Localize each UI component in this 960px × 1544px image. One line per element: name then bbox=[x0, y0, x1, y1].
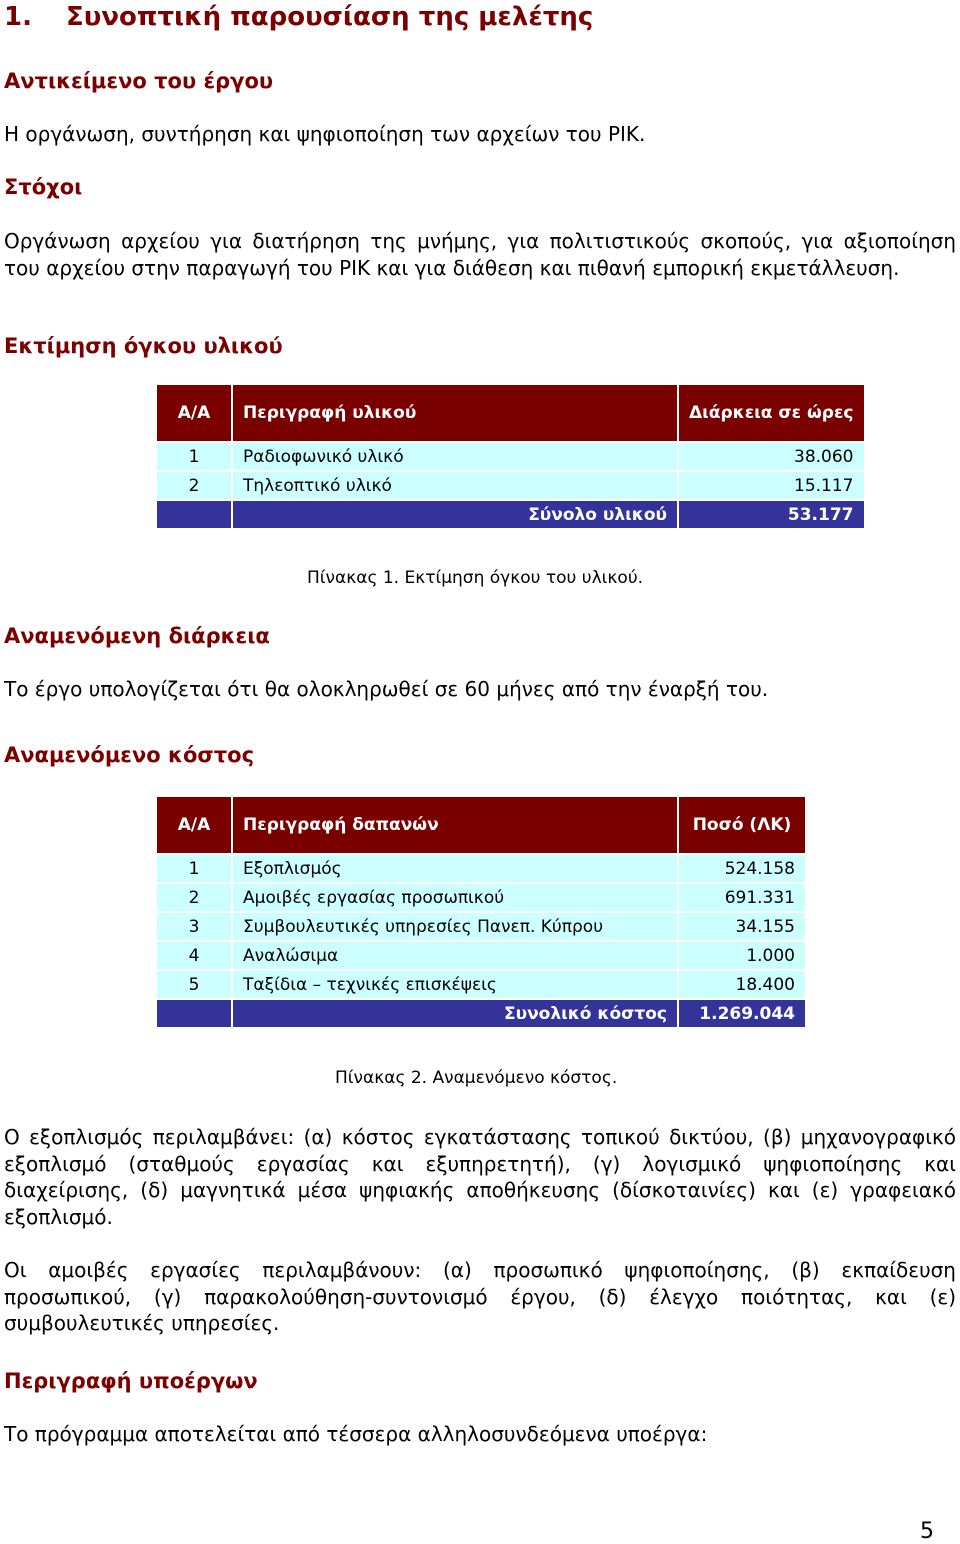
row-value: 691.331 bbox=[678, 883, 806, 912]
total-value: 53.177 bbox=[678, 500, 865, 529]
col-header-amount: Ποσό (ΛΚ) bbox=[678, 797, 806, 854]
total-empty-cell bbox=[156, 500, 232, 529]
section-number: 1. bbox=[4, 2, 32, 32]
row-desc: Ραδιοφωνικό υλικό bbox=[232, 442, 678, 471]
volume-table bbox=[155, 385, 866, 530]
row-value: 1.000 bbox=[678, 941, 806, 970]
table-row bbox=[156, 442, 865, 471]
row-no: 1 bbox=[156, 442, 232, 471]
object-title: Αντικείμενο του έργου bbox=[4, 69, 274, 93]
page-number: 5 bbox=[920, 1519, 934, 1544]
table-row bbox=[156, 912, 806, 941]
equipment-paragraph: Ο εξοπλισμός περιλαμβάνει: (α) κόστος εγκατάστασης τοπικού δικτύου, (β) μηχανογραφικό εξοπλισμό (σταθμούς εργασίας και εξυπηρετητή), (γ) λογισμικό ψηφιοποίησης και διαχείρισης, (δ) μαγνητικά μέσα ψηφιακής αποθήκευσης (δίσκοταινίες) και (ε) γραφειακό εξοπλισμό. bbox=[4, 1125, 956, 1229]
subprojects-title: Περιγραφή υποέργων bbox=[4, 1369, 258, 1393]
col-header-duration: Διάρκεια σε ώρες bbox=[678, 385, 865, 442]
row-desc: Αμοιβές εργασίας προσωπικού bbox=[232, 883, 678, 912]
volume-title: Εκτίμηση όγκου υλικού bbox=[4, 334, 283, 358]
object-text: Η οργάνωση, συντήρηση και ψηφιοποίηση των αρχείων του ΡΙΚ. bbox=[4, 122, 646, 146]
table-row bbox=[156, 471, 865, 500]
col-header-desc: Περιγραφή υλικού bbox=[232, 385, 678, 442]
goals-title: Στόχοι bbox=[4, 175, 83, 199]
cost-title: Αναμενόμενο κόστος bbox=[4, 743, 255, 767]
row-no: 1 bbox=[156, 854, 232, 883]
duration-text: Το έργο υπολογίζεται ότι θα ολοκληρωθεί σε 60 μήνες από την έναρξή του. bbox=[4, 677, 769, 701]
table-row bbox=[156, 883, 806, 912]
total-row bbox=[156, 500, 865, 529]
row-desc: Εξοπλισμός bbox=[232, 854, 678, 883]
section-heading bbox=[4, 0, 593, 34]
total-row bbox=[156, 999, 806, 1028]
table1-caption: Πίνακας 1. Εκτίμηση όγκου του υλικού. bbox=[307, 568, 644, 588]
row-value: 34.155 bbox=[678, 912, 806, 941]
row-no: 4 bbox=[156, 941, 232, 970]
row-no: 2 bbox=[156, 883, 232, 912]
row-no: 5 bbox=[156, 970, 232, 999]
total-label: Σύνολο υλικού bbox=[232, 500, 678, 529]
row-no: 3 bbox=[156, 912, 232, 941]
row-value: 38.060 bbox=[678, 442, 865, 471]
cost-table-header bbox=[156, 797, 806, 854]
section-title: Συνοπτική παρουσίαση της μελέτης bbox=[66, 2, 594, 32]
subprojects-text: Το πρόγραμμα αποτελείται από τέσσερα αλληλοσυνδεόμενα υποέργα: bbox=[4, 1422, 708, 1446]
table-row bbox=[156, 970, 806, 999]
row-value: 15.117 bbox=[678, 471, 865, 500]
col-header-no: Α/Α bbox=[156, 385, 232, 442]
row-value: 18.400 bbox=[678, 970, 806, 999]
row-value: 524.158 bbox=[678, 854, 806, 883]
row-desc: Συμβουλευτικές υπηρεσίες Πανεπ. Κύπρου bbox=[232, 912, 678, 941]
total-value: 1.269.044 bbox=[678, 999, 806, 1028]
table2-caption: Πίνακας 2. Αναμενόμενο κόστος. bbox=[335, 1068, 618, 1088]
duration-title: Αναμενόμενη διάρκεια bbox=[4, 624, 270, 648]
row-desc: Τηλεοπτικό υλικό bbox=[232, 471, 678, 500]
total-empty-cell bbox=[156, 999, 232, 1028]
col-header-no: Α/Α bbox=[156, 797, 232, 854]
goals-text: Οργάνωση αρχείου για διατήρηση της μνήμης, για πολιτιστικούς σκοπούς, για αξιοποίηση του αρχείου στην παραγωγή του ΡΙΚ και για διάθεση και πιθανή εμπορική εκμετάλλευση. bbox=[4, 229, 956, 280]
cost-table bbox=[155, 797, 807, 1029]
fees-paragraph: Οι αμοιβές εργασίες περιλαμβάνουν: (α) προσωπικό ψηφιοποίησης, (β) εκπαίδευση προσωπικού, (γ) παρακολούθηση-συντονισμό έργου, (δ) έλεγχο ποιότητας, και (ε) συμβουλευτικές υπηρεσίες. bbox=[4, 1258, 956, 1335]
volume-table-header bbox=[156, 385, 865, 442]
table-row bbox=[156, 941, 806, 970]
row-no: 2 bbox=[156, 471, 232, 500]
row-desc: Αναλώσιμα bbox=[232, 941, 678, 970]
table-row bbox=[156, 854, 806, 883]
total-label: Συνολικό κόστος bbox=[232, 999, 678, 1028]
col-header-desc: Περιγραφή δαπανών bbox=[232, 797, 678, 854]
row-desc: Ταξίδια – τεχνικές επισκέψεις bbox=[232, 970, 678, 999]
